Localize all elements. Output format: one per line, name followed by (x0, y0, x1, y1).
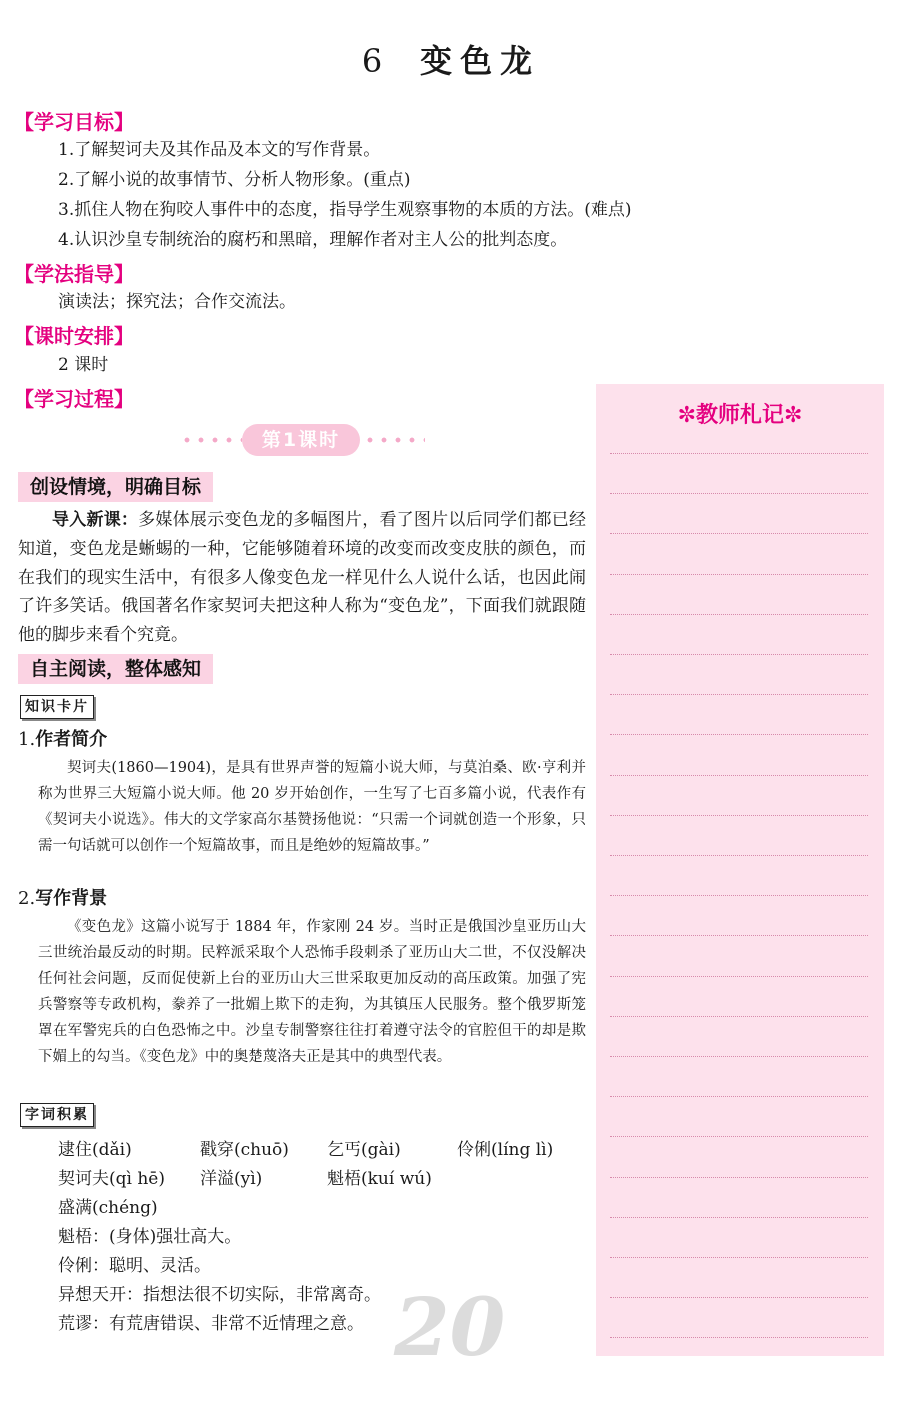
background-paragraph: 《变色龙》这篇小说写于 1884 年，作家刚 24 岁。当时正是俄国沙皇亚历山大三世统治最反动的时期。民粹派采取个人恐怖手段刺杀了亚历山大二世，不仅没解决任何社会问题，反而促使新上台的亚历山大三世采取更加反动的高压政策。加强了宪兵警察等专政机构，豢养了一批媚上欺下的走狗，为其镇压人民服务。整个俄罗斯笼罩在军警宪兵的白色恐怖之中。沙皇专制警察往往打着遵守法令的官腔但干的却是欺下媚上的勾当。《变色龙》中的奥楚蔑洛夫正是其中的典型代表。 (38, 919, 586, 1065)
definition-item: 魁梧：(身体)强壮高大。 (58, 1227, 242, 1247)
author-heading (18, 728, 107, 752)
notes-rule-line (610, 1016, 868, 1017)
section-goals-heading: 【学习目标】 (14, 110, 134, 134)
notes-rule-line (610, 976, 868, 977)
vocab-item: 逮住(dǎi) (58, 1140, 132, 1160)
background-title: 写作背景 (35, 888, 108, 909)
section-schedule-heading: 【课时安排】 (14, 324, 134, 348)
notes-rule-line (610, 815, 868, 816)
notes-rule-line (610, 1177, 868, 1178)
notes-rule-line (610, 895, 868, 896)
author-num: 1. (18, 729, 36, 750)
vocab-item: 盛满(chéng) (58, 1198, 158, 1218)
section-method-heading: 【学法指导】 (14, 262, 134, 286)
notes-rule-line (610, 734, 868, 735)
intro-paragraph (18, 506, 586, 650)
page-number: 20 (394, 1280, 506, 1374)
method-text: 演读法；探究法；合作交流法。 (58, 292, 296, 312)
lesson-label: 第1课时 (242, 424, 360, 456)
notes-rule-line (610, 855, 868, 856)
vocabulary-card-label: 字词积累 (20, 1103, 94, 1127)
background-num: 2. (18, 888, 36, 909)
intro-lead: 导入新课： (52, 510, 139, 530)
knowledge-card-label: 知识卡片 (20, 695, 94, 719)
goal-item: 2.了解小说的故事情节、分析人物形象。(重点) (58, 170, 411, 190)
notes-rule-line (610, 1136, 868, 1137)
section-process-heading: 【学习过程】 (14, 387, 134, 411)
vocab-item: 伶俐(líng lì) (457, 1140, 554, 1160)
notes-rule-line (610, 694, 868, 695)
lesson-divider (180, 424, 425, 456)
dots-right (363, 437, 425, 443)
vocab-item: 乞丐(gài) (327, 1140, 401, 1160)
notes-rule-line (610, 1217, 868, 1218)
notes-rule-line (610, 935, 868, 936)
goal-item: 3.抓住人物在狗咬人事件中的态度，指导学生观察事物的本质的方法。(难点) (58, 200, 632, 220)
author-paragraph: 契诃夫(1860—1904)，是具有世界声誉的短篇小说大师，与莫泊桑、欧·亨利并称为世界三大短篇小说大师。他 20 岁开始创作，一生写了七百多篇小说，代表作有《契诃夫小说选》。伟大的文学家高尔基赞扬他说：“只需一个词就创造一个形象，只需一句话就可以创作一个短篇故事，而且是绝妙的短篇故事。” (38, 760, 586, 854)
vocab-item: 戳穿(chuō) (200, 1140, 289, 1160)
notes-rule-line (610, 1297, 868, 1298)
author-title: 作者简介 (35, 729, 108, 750)
band-heading-context: 创设情境，明确目标 (18, 472, 213, 502)
definition-item: 伶俐：聪明、灵活。 (58, 1256, 211, 1276)
schedule-text: 2 课时 (58, 355, 109, 375)
band-heading-reading: 自主阅读，整体感知 (18, 654, 213, 684)
notes-rule-line (610, 533, 868, 534)
goal-item: 4.认识沙皇专制统治的腐朽和黑暗，理解作者对主人公的批判态度。 (58, 230, 568, 250)
notes-rule-line (610, 574, 868, 575)
teacher-notes-title: ✼教师札记✼ (677, 403, 803, 428)
notes-rule-line (610, 654, 868, 655)
definition-item: 荒谬：有荒唐错误、非常不近情理之意。 (58, 1314, 364, 1334)
notes-rule-line (610, 1337, 868, 1338)
background-heading (18, 887, 107, 911)
definition-item: 异想天开：指想法很不切实际，非常离奇。 (58, 1285, 381, 1305)
intro-text: 多媒体展示变色龙的多幅图片，看了图片以后同学们都已经知道，变色龙是蜥蜴的一种，它能够随着环境的改变而改变皮肤的颜色，而在我们的现实生活中，有很多人像变色龙一样见什么人说什么话，也因此闹了许多笑话。俄国著名作家契诃夫把这种人称为“变色龙”，下面我们就跟随他的脚步来看个究竟。 (18, 510, 587, 646)
teacher-notes-panel (596, 384, 884, 1356)
notes-rule-line (610, 1056, 868, 1057)
notes-rule-line (610, 1096, 868, 1097)
notes-rule-line (610, 614, 868, 615)
lesson-title (0, 36, 902, 82)
notes-rule-line (610, 493, 868, 494)
notes-rule-line (610, 453, 868, 454)
lesson-name: 变色龙 (420, 42, 541, 80)
dots-left (180, 437, 242, 443)
vocab-item: 魁梧(kuí wú) (327, 1169, 432, 1189)
vocab-item: 契诃夫(qì hē) (58, 1169, 165, 1189)
vocab-item: 洋溢(yì) (200, 1169, 263, 1189)
goal-item: 1.了解契诃夫及其作品及本文的写作背景。 (58, 140, 381, 160)
notes-rule-line (610, 1257, 868, 1258)
lesson-number: 6 (361, 42, 385, 80)
notes-rule-line (610, 775, 868, 776)
